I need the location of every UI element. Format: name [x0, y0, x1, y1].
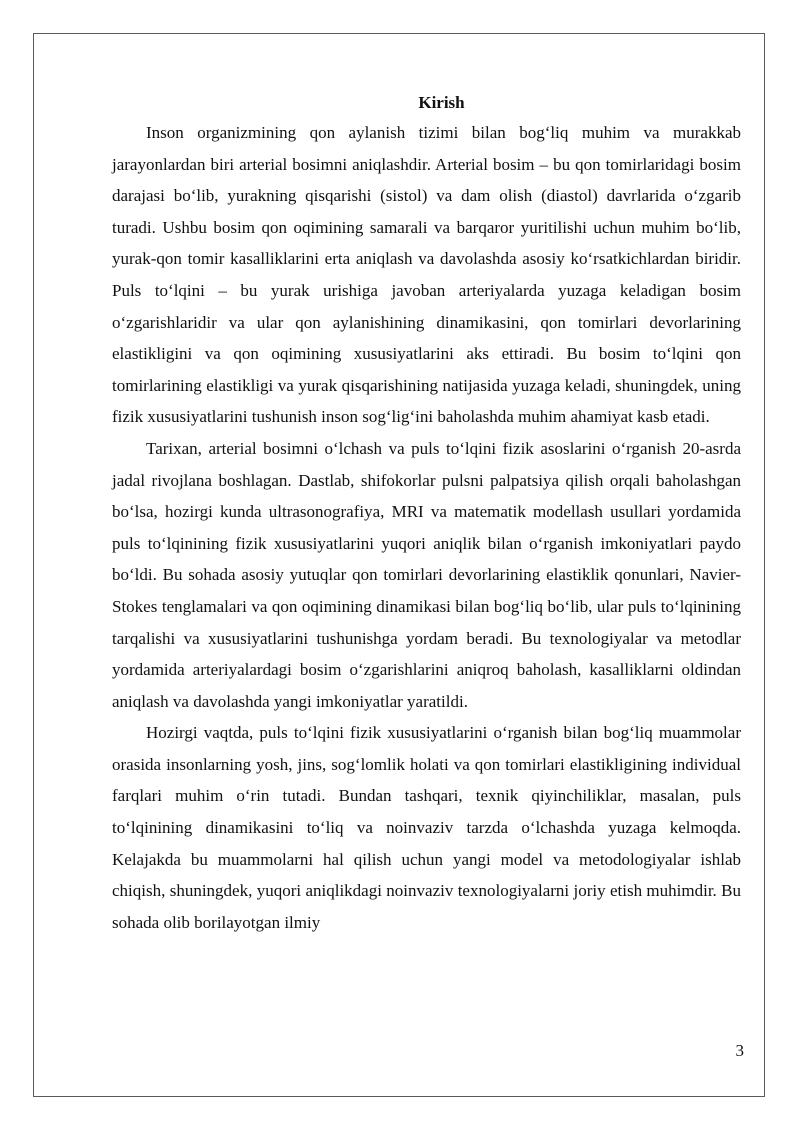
paragraph-3: Hozirgi vaqtda, puls to‘lqini fizik xususiyatlarini o‘rganish bilan bog‘liq muammolar orasida insonlarning yosh, jins, sog‘lomlik holati va qon tomirlari elastikligining individual farqlari muhim o‘rin tutadi. Bundan tashqari, texnik qiyinchiliklar, masalan, puls to‘lqinining dinamikasini to‘liq va noinvaziv tarzda o‘lchashda yuzaga kelmoqda. Kelajakda bu muammolarni hal qilish uchun yangi model va metodologiyalar ishlab chiqish, shuningdek, yuqori aniqlikdagi noinvaziv texnologiyalarni joriy etish muhimdir. Bu sohada olib borilayotgan ilmiy [112, 723, 741, 932]
paragraph-1: Inson organizmining qon aylanish tizimi bilan bog‘liq muhim va murakkab jarayonlardan biri arterial bosimni aniqlashdir. Arterial bosim – bu qon tomirlaridagi bosim darajasi bo‘lib, yurakning qisqarishi (sistol) va dam olish (diastol) davrlarida o‘zgarib turadi. Ushbu bosim qon oqimining samarali va barqaror yuritilishi uchun muhim bo‘lib, yurak-qon tomir kasalliklarini erta aniqlash va davolashda asosiy ko‘rsatkichlardan biridir. Puls to‘lqini – bu yurak urishiga javoban arteriyalarda yuzaga keladigan bosim o‘zgarishlaridir va ular qon aylanishining dinamikasini, qon tomirlari devorlarining elastikligini va qon oqimining xususiyatlarini aks ettiradi. Bu bosim to‘lqini qon tomirlarining elastikligi va yurak qisqarishining natijasida yuzaga keladi, shuningdek, uning fizik xususiyatlarini tushunish inson sog‘lig‘ini baholashda muhim ahamiyat kasb etadi. [112, 123, 741, 427]
page-number: 3 [735, 1041, 744, 1060]
section-title: Kirish [418, 93, 465, 112]
paragraph-2: Tarixan, arterial bosimni o‘lchash va puls to‘lqini fizik asoslarini o‘rganish 20-asrda jadal rivojlana boshlagan. Dastlab, shifokorlar pulsni palpatsiya qilish orqali baholashgan bo‘lsa, hozirgi kunda ultrasonografiya, MRI va matematik modellash usullari yordamida puls to‘lqinining fizik xususiyatlarini yuqori aniqlik bilan o‘rganish imkoniyatlari paydo bo‘ldi. Bu sohada asosiy yutuqlar qon tomirlari devorlarining elastiklik qonunlari, Navier-Stokes tenglamalari va qon oqimining dinamikasi bilan bog‘liq bo‘lib, ular puls to‘lqinining tarqalishi va xususiyatlarini tushunishga yordam beradi. Bu texnologiyalar va metodlar yordamida arteriyalardagi bosim o‘zgarishlarini aniqroq baholash, kasalliklarni oldindan aniqlash va davolashda yangi imkoniyatlar yaratildi. [112, 438, 741, 711]
page-content [112, 91, 741, 938]
